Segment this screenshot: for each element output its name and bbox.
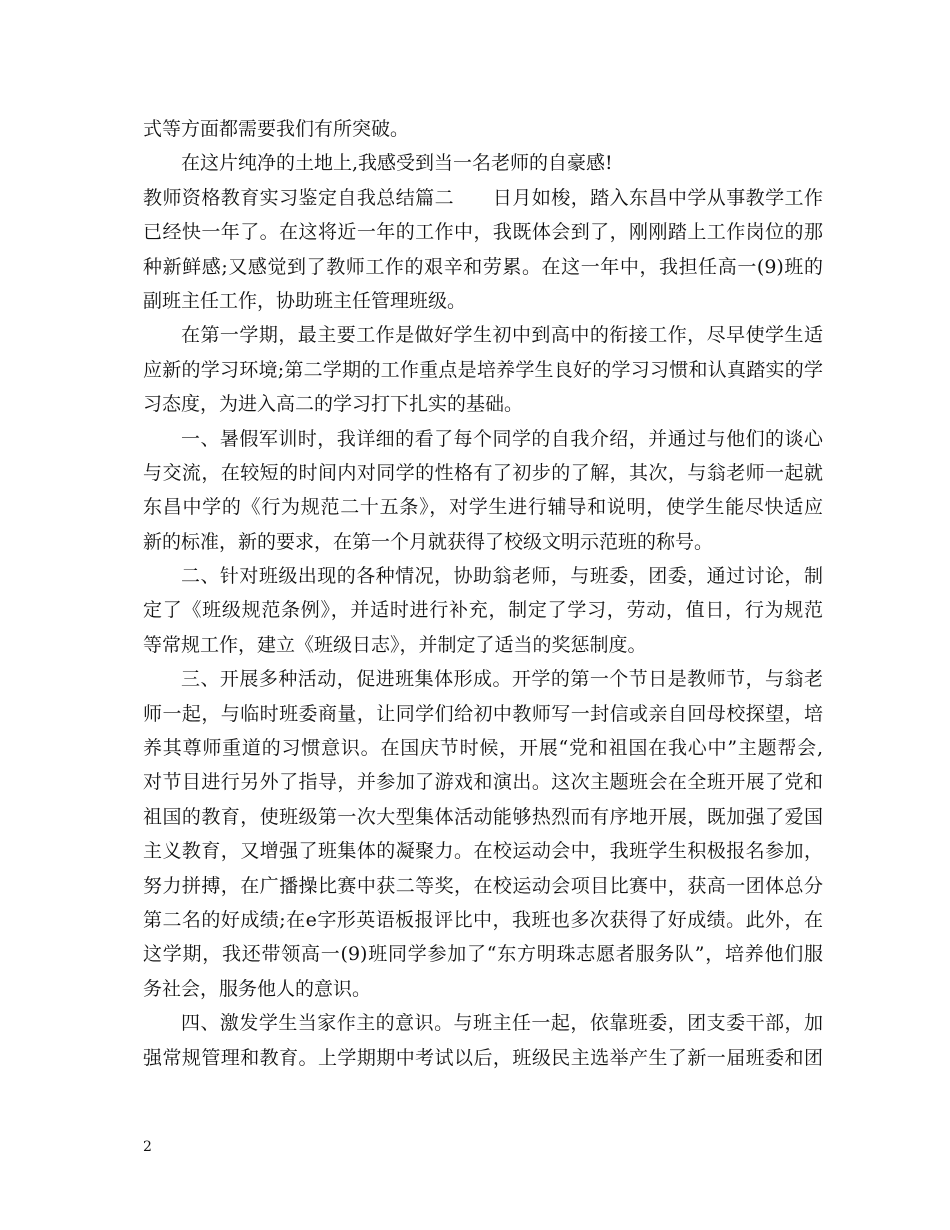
text-line: 应新的学习环境;第二学期的工作重点是培养学生良好的学习习惯和认真踏实的学	[143, 358, 823, 381]
text-line: 祖国的教育，使班级第一次大型集体活动能够热烈而有序地开展，既加强了爱国	[143, 805, 823, 828]
text-line: 教师资格教育实习鉴定自我总结篇二 日月如梭，踏入东昌中学从事教学工作	[143, 186, 823, 209]
text-line: 已经快一年了。在这将近一年的工作中，我既体会到了，刚刚踏上工作岗位的那	[143, 221, 823, 244]
document-body	[143, 112, 823, 1075]
text-line: 在这片纯净的土地上,我感受到当一名老师的自豪感!	[181, 152, 613, 175]
text-line: 三、开展多种活动，促进班集体形成。开学的第一个节日是教师节，与翁老	[181, 668, 823, 691]
text-line: 东昌中学的《行为规范二十五条》，对学生进行辅导和说明，使学生能尽快适应	[143, 496, 823, 519]
text-line: 二、针对班级出现的各种情况，协助翁老师，与班委，团委，通过讨论，制	[181, 565, 823, 588]
text-line: 定了《班级规范条例》，并适时进行补充，制定了学习，劳动，值日，行为规范	[143, 599, 823, 622]
text-line: 这学期，我还带领高一(9)班同学参加了“东方明珠志愿者服务队”，培养他们服	[143, 943, 823, 966]
text-line: 第二名的好成绩;在e字形英语板报评比中，我班也多次获得了好成绩。此外，在	[143, 908, 823, 931]
page-number: 2	[143, 1139, 152, 1155]
text-line: 等常规工作，建立《班级日志》，并制定了适当的奖惩制度。	[143, 633, 647, 656]
text-line: 四、激发学生当家作主的意识。与班主任一起，依靠班委，团支委干部，加	[181, 1012, 823, 1035]
text-line: 副班主任工作，协助班主任管理班级。	[143, 289, 467, 312]
text-line: 式等方面都需要我们有所突破。	[143, 118, 410, 140]
text-line: 与交流，在较短的时间内对同学的性格有了初步的了解，其次，与翁老师一起就	[143, 461, 823, 484]
text-line: 习态度，为进入高二的学习打下扎实的基础。	[143, 393, 524, 416]
text-line: 强常规管理和教育。上学期期中考试以后，班级民主选举产生了新一届班委和团	[143, 1046, 823, 1069]
text-line: 主义教育，又增强了班集体的凝聚力。在校运动会中，我班学生积极报名参加，	[143, 840, 823, 863]
text-line: 一、暑假军训时，我详细的看了每个同学的自我介绍，并通过与他们的谈心	[181, 427, 823, 450]
text-line: 对节目进行另外了指导，并参加了游戏和演出。这次主题班会在全班开展了党和	[143, 771, 823, 794]
text-line: 务社会，服务他人的意识。	[143, 977, 372, 1000]
text-line: 养其尊师重道的习惯意识。在国庆节时候，开展“党和祖国在我心中”主题帮会,	[143, 737, 823, 760]
text-line: 师一起，与临时班委商量，让同学们给初中教师写一封信或亲自回母校探望，培	[143, 702, 823, 725]
text-line: 在第一学期，最主要工作是做好学生初中到高中的衔接工作，尽早使学生适	[181, 324, 823, 347]
text-line: 新的标准，新的要求，在第一个月就获得了校级文明示范班的称号。	[143, 530, 714, 553]
text-line: 努力拼搏，在广播操比赛中获二等奖，在校运动会项目比赛中，获高一团体总分	[143, 874, 823, 897]
text-line: 种新鲜感;又感觉到了教师工作的艰辛和劳累。在这一年中，我担任高一(9)班的	[143, 255, 823, 278]
